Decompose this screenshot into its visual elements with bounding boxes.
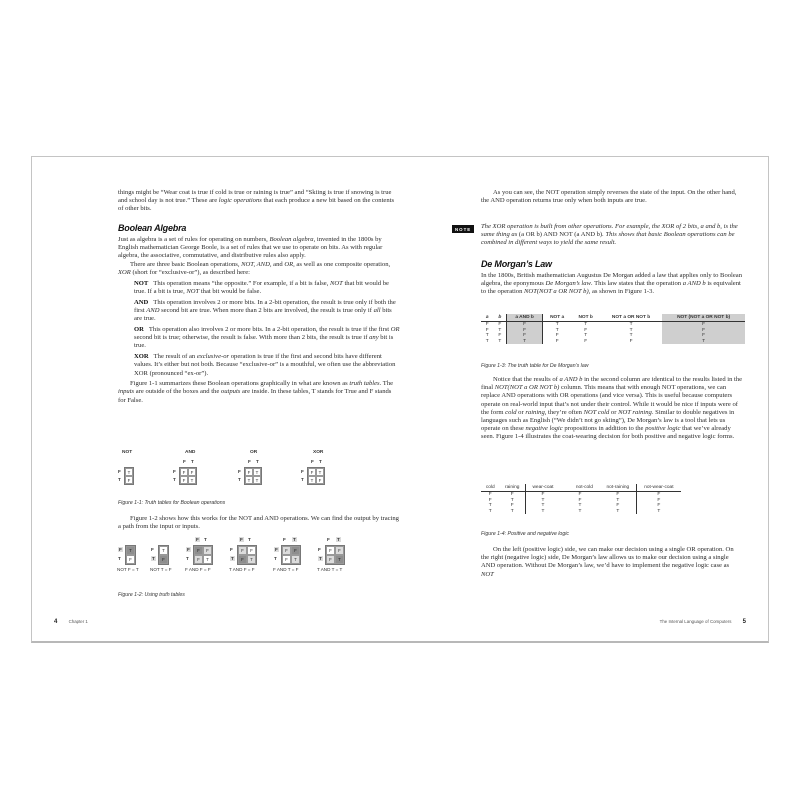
column-input-label: T: [319, 459, 322, 464]
truth-table-example: [274, 537, 318, 587]
table-cell: T: [488, 508, 492, 514]
definition-xor: XOR The result of an exclusive-or operation is true if the first and second bits have different values. It’s either but not both. Because “exclusive-or” is a mouthful, we often use the abbreviation XOR (pronounced “ex-or”).: [134, 353, 396, 377]
table-cell: F: [485, 327, 489, 333]
truth-table-cell: T: [126, 546, 135, 555]
table-cell: F: [498, 333, 502, 339]
figure-1-1-truth-tables: [118, 450, 400, 495]
row-input-label: T: [231, 556, 234, 561]
table-cell: F: [507, 333, 543, 339]
truth-table-cell: F: [194, 555, 203, 564]
table-cell: T: [510, 497, 514, 503]
table-cell: T: [526, 503, 560, 509]
truth-table-grid: [307, 467, 325, 485]
row-input-label: T: [301, 477, 304, 482]
table-cell: F: [584, 338, 588, 344]
table-cell: F: [636, 503, 681, 509]
truth-table-cell: F: [180, 468, 188, 476]
paragraph: Just as algebra is a set of rules for operating on numbers, Boolean algebra, invented in the 1800s by English mathematician George Boole, is a set of rules that we use to operate on bits. As with regular algebra, the associative, commutative, and distributive rules also apply.: [118, 236, 383, 260]
table-cell: F: [578, 497, 582, 503]
note-text: The XOR operation is built from other operations. For example, the XOR of 2 bits, a and b, is the same thing as (a OR b) AND NOT (a AND b). This shows that basic Boolean operations can be combined in different ways to yield the same result.: [481, 223, 738, 247]
table-cell: F: [555, 338, 559, 344]
table-cell: T: [498, 338, 502, 344]
truth-table-cell: F: [194, 546, 203, 555]
truth-table-title: NOT: [122, 450, 133, 455]
table-cell: F: [636, 498, 681, 504]
truth-table-cell: F: [245, 468, 253, 476]
definition-list: [134, 280, 400, 378]
example-result-label: NOT T = F: [150, 567, 172, 572]
table-cell: T: [510, 508, 514, 514]
table-cell: T: [498, 327, 502, 333]
truth-table-title: OR: [250, 450, 258, 455]
truth-table-cell: F: [335, 546, 344, 555]
truth-table-title: AND: [185, 450, 196, 455]
column-input-label: T: [191, 459, 194, 464]
table-cell: T: [629, 333, 633, 339]
truth-table-cell: F: [126, 555, 135, 564]
figure-1-3-table: [481, 314, 745, 344]
truth-table-cell: T: [335, 555, 344, 564]
truth-table-example: [186, 537, 230, 587]
example-result-label: F AND T = F: [273, 567, 299, 572]
column-input-label: F: [327, 537, 330, 542]
paragraph: On the left (positive logic) side, we can make our decision using a single OR operation. On the right (negative logic) side, De Morgan’s law allows us to make our decision using a single AND operation. Without De Morgan’s law, we’d have to implement the negative logic case as NOT: [481, 546, 734, 578]
example-result-label: T AND T = T: [317, 567, 343, 572]
truth-table-cell: T: [253, 468, 261, 476]
row-input-label: T: [173, 477, 176, 482]
example-result-label: NOT F = T: [117, 567, 139, 572]
truth-table-cell: T: [316, 468, 324, 476]
table-cell: T: [578, 503, 582, 509]
left-footer: [54, 619, 88, 625]
truth-table-cell: F: [125, 476, 133, 484]
truth-table-cell: T: [247, 555, 256, 564]
row-input-label: F: [275, 547, 278, 552]
column-input-label: F: [311, 459, 314, 464]
row-input-label: F: [238, 469, 241, 474]
table-cell: T: [555, 327, 559, 333]
truth-table-grid: [158, 545, 169, 565]
table-cell: F: [555, 333, 559, 339]
table-cell: T: [616, 497, 620, 503]
row-input-label: T: [186, 556, 189, 561]
table-header-cell: not-raining: [600, 484, 636, 492]
column-input-label: T: [337, 537, 340, 542]
table-header-cell: raining: [499, 484, 525, 492]
boolean-body: [118, 236, 400, 405]
truth-table-cell: F: [326, 546, 335, 555]
truth-table-grid: [124, 467, 134, 485]
table-header-row: [481, 484, 681, 492]
definition-or: OR This operation also involves 2 or more bits. In a 2-bit operation, the result is true if the first OR second bit is true; otherwise, the result is false. With more than 2 bits, the result is true if any bit is true.: [134, 326, 400, 350]
truth-table-cell: T: [253, 476, 261, 484]
note-badge: NOTE: [452, 225, 474, 233]
table-cell: F: [629, 338, 633, 344]
truth-table-grid: [244, 467, 262, 485]
table-header-cell: NOT a: [542, 314, 571, 322]
row-input-label: T: [152, 556, 155, 561]
figure-1-4-table: [481, 484, 681, 514]
row-input-label: T: [319, 556, 322, 561]
truth-table-cell: F: [188, 468, 196, 476]
truth-table-grid: [281, 545, 301, 565]
right-footer: [660, 619, 746, 625]
truth-table-grid: [325, 545, 345, 565]
table-cell: F: [488, 497, 492, 503]
table-cell: F: [488, 492, 492, 497]
table-cell: F: [616, 492, 620, 497]
row-input-label: F: [187, 547, 190, 552]
table-header-cell: not-wear-coat: [636, 484, 681, 492]
table-cell: F: [507, 322, 543, 328]
table-header-cell: a AND b: [507, 314, 543, 322]
truth-table-grid: [179, 467, 197, 485]
paragraph: In the 1800s, British mathematician Augustus De Morgan added a law that applies only to Boolean algebra, the eponymous De Morgan’s law. This law states that the operation a AND b is equivalent to the operation NOT(NOT a OR NOT b), as shown in Figure 1-3.: [481, 272, 743, 296]
row-input-label: F: [230, 547, 233, 552]
table-cell: F: [662, 322, 745, 328]
page-number: 4: [54, 619, 58, 625]
table-header-cell: NOT (NOT a OR NOT b): [662, 314, 745, 322]
truth-table-not: [118, 450, 163, 495]
paragraph: Notice that the results of a AND b in the second column are identical to the results listed in the final NOT(NOT a OR NOT b) column. This means that with enough NOT operations, we can replace AND operations with OR operations (and vice versa). This is useful because computers operate on real-world input that’s not under their control. While it would be nice if inputs were of the form cold or raining, they’re often NOT cold or NOT raining. Similar to double negatives in languages such as English (“We didn’t not go skiing”), De Morgan’s law is a tool that lets us operate on these negative logic propositions in addition to the positive logic that we’ve already seen. Figure 1-4 illustrates the coat-wearing decision for both positive and negative logic forms.: [481, 376, 743, 441]
row-input-label: F: [318, 547, 321, 552]
truth-table-grid: [125, 545, 136, 565]
table-row: [481, 509, 681, 515]
table-cell: T: [485, 333, 489, 339]
definition-and: AND This operation involves 2 or more bits. In a 2-bit operation, the result is true only if both the first AND second bit are true. When more than 2 bits are involved, the result is true only if all bits are true.: [134, 298, 396, 323]
truth-table-cell: F: [159, 555, 168, 564]
heading-boolean-algebra: Boolean Algebra: [118, 223, 187, 233]
figure-1-2-using-truth-tables: [118, 537, 400, 587]
example-result-label: T AND F = F: [229, 567, 255, 572]
table-cell: T: [629, 327, 633, 333]
row-input-label: T: [274, 556, 277, 561]
table-header-cell: b: [494, 314, 507, 322]
table-cell: F: [526, 492, 560, 498]
column-input-label: T: [256, 459, 259, 464]
intro-paragraph: things might be “Wear coat is true if cold is true or raining is true” and “Skiing is true if snowing is true and school day is not true.” These are logic operations that each produce a new bit based on the contents of other bits.: [118, 189, 395, 213]
table-cell: F: [510, 492, 514, 497]
table-cell: T: [584, 333, 588, 339]
truth-table-cell: F: [247, 546, 256, 555]
table-cell: T: [616, 508, 620, 514]
column-input-label: F: [240, 537, 243, 542]
figure-1-3-caption: Figure 1-3: The truth table for De Morgan’s law: [481, 363, 589, 369]
table-cell: F: [578, 492, 582, 497]
table-cell: T: [507, 339, 543, 345]
truth-table-grid: [193, 545, 213, 565]
truth-table-cell: T: [159, 546, 168, 555]
running-head: The Internal Language of Computers: [659, 619, 732, 624]
figure-1-2-caption: Figure 1-2: Using truth tables: [118, 592, 185, 598]
truth-table-cell: T: [203, 555, 212, 564]
truth-table-cell: F: [180, 476, 188, 484]
table-cell: T: [488, 503, 492, 509]
running-head: Chapter 1: [68, 619, 88, 624]
truth-table-cell: T: [125, 468, 133, 476]
column-input-label: F: [248, 459, 251, 464]
row-input-label: T: [238, 477, 241, 482]
truth-table-cell: F: [203, 546, 212, 555]
table-header-cell: NOT b: [571, 314, 600, 322]
truth-table-or: [238, 450, 283, 495]
truth-table-title: XOR: [313, 450, 324, 455]
row-input-label: F: [119, 547, 122, 552]
column-input-label: F: [283, 537, 286, 542]
paragraph: As you can see, the NOT operation simply reverses the state of the input. On the other hand, the AND operation returns true only when both inputs are true.: [481, 189, 737, 205]
definition-not: NOT This operation means “the opposite.” For example, if a bit is false, NOT that bit would be true. If a bit is true, NOT that bit would be false.: [134, 280, 389, 296]
table-cell: T: [636, 509, 681, 515]
truth-table-cell: F: [316, 476, 324, 484]
table-cell: F: [616, 503, 620, 509]
column-input-label: T: [248, 537, 251, 542]
heading-de-morgans-law: De Morgan’s Law: [481, 259, 552, 269]
truth-table-and: [173, 450, 218, 495]
table-header-cell: wear-coat: [526, 484, 560, 492]
table-cell: F: [662, 328, 745, 334]
row-input-label: T: [118, 556, 121, 561]
truth-table-cell: F: [308, 468, 316, 476]
table-cell: F: [498, 322, 502, 327]
truth-table-cell: T: [308, 476, 316, 484]
truth-table-cell: F: [291, 546, 300, 555]
table-cell: F: [636, 492, 681, 498]
truth-table-cell: F: [238, 546, 247, 555]
truth-table-cell: T: [188, 476, 196, 484]
paragraph: Figure 1-2 shows how this works for the NOT and AND operations. We can find the output by tracing a path from the input or inputs.: [118, 515, 399, 531]
table-header-cell: cold: [481, 484, 499, 492]
table-cell: T: [629, 322, 633, 327]
table-cell: T: [555, 322, 559, 327]
row-input-label: T: [118, 477, 121, 482]
table-cell: T: [485, 338, 489, 344]
table-header-cell: a: [481, 314, 494, 322]
truth-table-cell: F: [282, 546, 291, 555]
table-cell: F: [485, 322, 489, 327]
column-input-label: F: [183, 459, 186, 464]
table-row: [481, 339, 745, 345]
table-cell: F: [584, 327, 588, 333]
table-header-cell: not-cold: [560, 484, 600, 492]
book-spread: [31, 156, 769, 643]
example-result-label: F AND F = F: [185, 567, 211, 572]
column-input-label: T: [204, 537, 207, 542]
truth-table-xor: [301, 450, 346, 495]
table-cell: T: [584, 322, 588, 327]
truth-table-example: [318, 537, 362, 587]
column-input-label: T: [293, 537, 296, 542]
column-input-label: F: [196, 537, 199, 542]
figure-1-4-caption: Figure 1-4: Positive and negative logic: [481, 531, 569, 537]
truth-table-example: [230, 537, 274, 587]
table-cell: T: [526, 509, 560, 515]
table-cell: T: [662, 339, 745, 345]
truth-table-cell: F: [326, 555, 335, 564]
row-input-label: F: [301, 469, 304, 474]
page-number: 5: [742, 619, 746, 625]
truth-table-cell: F: [282, 555, 291, 564]
table-cell: F: [507, 328, 543, 334]
truth-table-cell: T: [291, 555, 300, 564]
paragraph: There are three basic Boolean operations, NOT, AND, and OR, as well as one composite operation, XOR (short for “exclusive-or”), as described here:: [118, 260, 391, 276]
table-cell: F: [662, 333, 745, 339]
table-cell: T: [526, 498, 560, 504]
truth-table-cell: F: [238, 555, 247, 564]
truth-table-grid: [237, 545, 257, 565]
truth-table-cell: T: [245, 476, 253, 484]
table-cell: T: [578, 508, 582, 514]
row-input-label: F: [151, 547, 154, 552]
row-input-label: F: [173, 469, 176, 474]
table-cell: F: [510, 503, 514, 509]
paragraph: Figure 1-1 summarizes these Boolean operations graphically in what are known as truth tables. The inputs are outside of the boxes and the outputs are inside. In these tables, T stands for True and F stands for False.: [118, 380, 394, 404]
table-header-cell: NOT a OR NOT b: [600, 314, 662, 322]
figure-1-1-caption: Figure 1-1: Truth tables for Boolean operations: [118, 500, 226, 506]
row-input-label: F: [118, 469, 121, 474]
table-header-row: [481, 314, 745, 322]
